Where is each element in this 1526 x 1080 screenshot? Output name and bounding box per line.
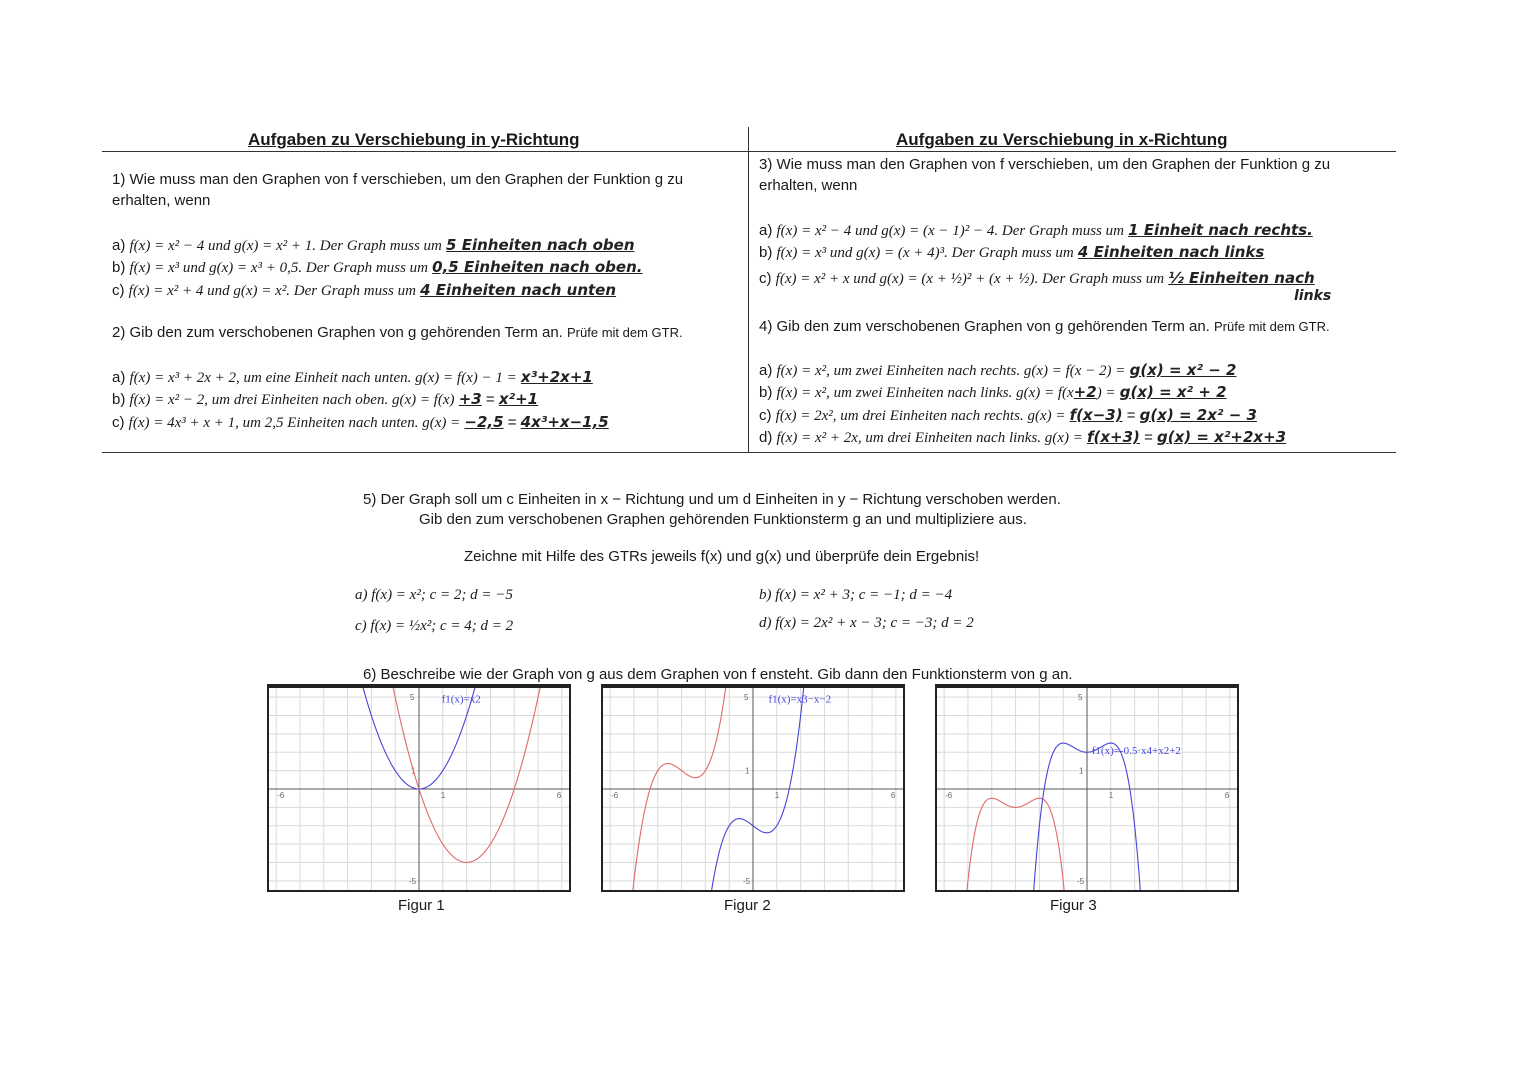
figure-2-plot <box>603 688 903 890</box>
q3-line1: 3) Wie muss man den Graphen von f verschieben, um den Graphen der Funktion g zu <box>759 156 1331 173</box>
q2-b-answer2: x²+1 <box>498 390 539 408</box>
figure-1-plot <box>269 688 569 890</box>
q3-c: c) f(x) = x² + x und g(x) = (x + ½)² + (x + ½). Der Graph muss um ½ Einheiten nach <box>759 269 1315 287</box>
tick-label-ymin: -5 <box>409 876 417 886</box>
q3-c-answer-cont: links <box>1294 288 1332 304</box>
q3-a: a) f(x) = x² − 4 und g(x) = (x − 1)² − 4. Der Graph muss um 1 Einheit nach rechts. <box>759 221 1313 239</box>
q1-b: b) f(x) = x³ und g(x) = x³ + 0,5. Der Graph muss um 0,5 Einheiten nach oben. <box>112 258 643 276</box>
q1-a: a) f(x) = x² − 4 und g(x) = x² + 1. Der Graph muss um 5 Einheiten nach oben <box>112 236 635 254</box>
q5-line2: Gib den zum verschobenen Graphen gehörenden Funktionsterm g an und multipliziere aus. <box>419 511 1027 528</box>
q2-b-answer: +3 <box>458 390 482 408</box>
q1-line2: erhalten, wenn <box>112 192 211 209</box>
q4-b-answer: +2 <box>1073 383 1097 401</box>
tick-label-y1: 1 <box>411 766 416 776</box>
q2-c: c) f(x) = 4x³ + x + 1, um 2,5 Einheiten nach unten. g(x) = −2,5 = 4x³+x−1,5 <box>112 413 609 431</box>
q4-a: a) f(x) = x², um zwei Einheiten nach rechts. g(x) = f(x − 2) = g(x) = x² − 2 <box>759 361 1237 379</box>
figure-3 <box>935 684 1239 892</box>
q2-b: b) f(x) = x² − 2, um drei Einheiten nach oben. g(x) = f(x) +3 = x²+1 <box>112 390 539 408</box>
right-title: Aufgaben zu Verschiebung in x-Richtung <box>896 130 1228 149</box>
tick-label-ymax: 5 <box>744 693 749 703</box>
q4-heading: 4) Gib den zum verschobenen Graphen von g gehörenden Term an. Prüfe mit dem GTR. <box>759 318 1330 335</box>
q1-c-answer: 4 Einheiten nach unten <box>420 281 617 299</box>
q2-a: a) f(x) = x³ + 2x + 2, um eine Einheit nach unten. g(x) = f(x) − 1 = x³+2x+1 <box>112 368 593 386</box>
q2-c-answer: −2,5 <box>464 413 504 431</box>
q5-line1: 5) Der Graph soll um c Einheiten in x − Richtung und um d Einheiten in y − Richtung verschoben werden. <box>363 491 1061 508</box>
tick-label-ymax: 5 <box>410 693 415 703</box>
q3-c-answer: ½ Einheiten nach <box>1168 269 1315 287</box>
q1-c: c) f(x) = x² + 4 und g(x) = x². Der Graph muss um 4 Einheiten nach unten <box>112 281 617 299</box>
tick-label-ymin: -5 <box>1077 876 1085 886</box>
q1-line1: 1) Wie muss man den Graphen von f verschieben, um den Graphen der Funktion g zu <box>112 171 684 188</box>
left-title-rule <box>102 151 748 152</box>
figure-3-plot <box>937 688 1237 890</box>
q4-b: b) f(x) = x², um zwei Einheiten nach links. g(x) = f(x+2) = g(x) = x² + 2 <box>759 383 1227 401</box>
tick-label-x1: 1 <box>774 791 780 800</box>
q2-heading: 2) Gib den zum verschobenen Graphen von g gehörenden Term an. Prüfe mit dem GTR. <box>112 324 683 341</box>
q3-b: b) f(x) = x³ und g(x) = (x + 4)³. Der Graph muss um 4 Einheiten nach links <box>759 243 1265 261</box>
q4-c: c) f(x) = 2x², um drei Einheiten nach rechts. g(x) = f(x−3) = g(x) = 2x² − 3 <box>759 406 1257 424</box>
tick-label-xmax: 6 <box>556 791 562 800</box>
q5-c: c) f(x) = ½x²; c = 4; d = 2 <box>355 618 514 634</box>
q4-d: d) f(x) = x² + 2x, um drei Einheiten nach links. g(x) = f(x+3) = g(x) = x²+2x+3 <box>759 428 1287 446</box>
tick-label-xmax: 6 <box>890 791 896 800</box>
left-title: Aufgaben zu Verschiebung in y-Richtung <box>248 130 580 149</box>
q3-line2: erhalten, wenn <box>759 177 858 194</box>
q1-a-answer: 5 Einheiten nach oben <box>446 236 635 254</box>
figure-2 <box>601 684 905 892</box>
figure-3-caption: Figur 3 <box>1050 897 1097 914</box>
function-label: f1(x)=x2 <box>441 693 481 706</box>
q5-a: a) f(x) = x²; c = 2; d = −5 <box>355 587 513 603</box>
q5-b: b) f(x) = x² + 3; c = −1; d = −4 <box>759 587 953 603</box>
q1-b-answer: 0,5 Einheiten nach oben. <box>432 258 643 276</box>
q3-b-answer: 4 Einheiten nach links <box>1077 243 1265 261</box>
table-bottom-rule <box>102 452 1396 453</box>
figure-1 <box>267 684 571 892</box>
tick-label-y1: 1 <box>745 766 750 776</box>
tick-label-xmin: -6 <box>611 791 619 800</box>
tick-label-x1: 1 <box>1108 791 1114 800</box>
column-divider <box>748 127 749 452</box>
tick-label-xmin: -6 <box>277 791 285 800</box>
q6-text: 6) Beschreibe wie der Graph von g aus dem Graphen von f ensteht. Gib dann den Funktionsterm von g an. <box>363 666 1073 683</box>
q4-b-answer2: g(x) = x² + 2 <box>1119 383 1227 401</box>
figure-2-caption: Figur 2 <box>724 897 771 914</box>
function-label: f1(x)=-0.5·x4+x2+2 <box>1091 745 1181 758</box>
q4-d-answer: f(x+3) <box>1087 428 1140 446</box>
q3-a-answer: 1 Einheit nach rechts. <box>1128 221 1313 239</box>
q5-line3: Zeichne mit Hilfe des GTRs jeweils f(x) und g(x) und überprüfe dein Ergebnis! <box>464 548 980 565</box>
figure-1-caption: Figur 1 <box>398 897 445 914</box>
right-title-rule <box>749 151 1396 152</box>
tick-label-y1: 1 <box>1079 766 1084 776</box>
tick-label-xmin: -6 <box>945 791 953 800</box>
q2-c-answer2: 4x³+x−1,5 <box>520 413 609 431</box>
tick-label-ymin: -5 <box>743 876 751 886</box>
q4-c-answer: f(x−3) <box>1069 406 1123 424</box>
q4-c-answer2: g(x) = 2x² − 3 <box>1139 406 1257 424</box>
function-label: f1(x)=x3−x−2 <box>768 693 832 706</box>
tick-label-xmax: 6 <box>1224 791 1230 800</box>
tick-label-x1: 1 <box>440 791 446 800</box>
q4-d-answer2: g(x) = x²+2x+3 <box>1157 428 1287 446</box>
q4-a-answer: g(x) = x² − 2 <box>1129 361 1237 379</box>
tick-label-ymax: 5 <box>1078 693 1083 703</box>
q2-a-answer: x³+2x+1 <box>520 368 593 386</box>
q5-d: d) f(x) = 2x² + x − 3; c = −3; d = 2 <box>759 615 974 631</box>
